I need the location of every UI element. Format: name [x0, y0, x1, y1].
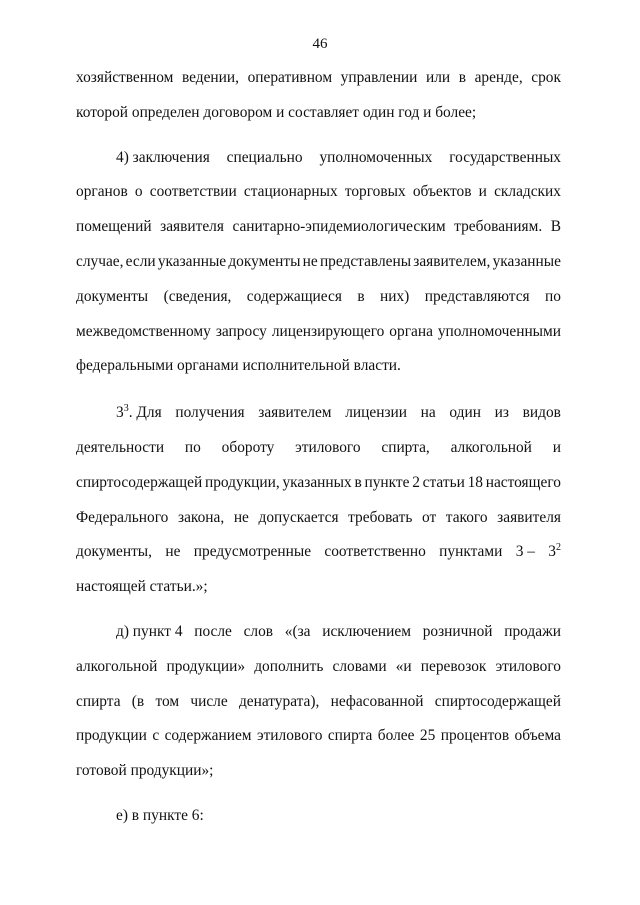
- text-line: [76, 69, 561, 104]
- body-text: [76, 69, 561, 842]
- word: 18: [467, 473, 483, 491]
- word: органов: [76, 183, 128, 201]
- word: по: [184, 438, 201, 456]
- word: в: [357, 287, 365, 305]
- word: получения: [175, 404, 245, 422]
- word: не: [302, 252, 318, 270]
- word: настоящего: [485, 473, 561, 491]
- text-line: [76, 658, 561, 693]
- text-line: [76, 183, 561, 218]
- word: спирта: [76, 692, 121, 710]
- word: процентов: [440, 727, 510, 745]
- word: содержащиеся: [246, 287, 342, 305]
- word: продукции,: [204, 473, 280, 491]
- word: $3^2$: [548, 542, 561, 561]
- word: такого: [445, 508, 488, 526]
- text-line: [76, 762, 561, 797]
- word: представлены: [319, 252, 412, 270]
- word: Федерального: [76, 508, 169, 526]
- word: спирта,: [381, 438, 430, 456]
- word: которой определен договором и составляет один год и более;: [76, 103, 477, 121]
- word: них): [380, 287, 410, 305]
- superscript: 2: [556, 542, 561, 554]
- word: заявителя: [160, 218, 224, 236]
- word: не: [165, 543, 181, 561]
- word: оперативном: [247, 69, 333, 86]
- text-line: [76, 623, 561, 658]
- word: продукции»: [166, 657, 246, 675]
- word: лицензирующего: [271, 322, 385, 340]
- word: денатурата),: [238, 692, 320, 710]
- word: настоящей статьи.»;: [76, 578, 208, 596]
- text-line: [76, 439, 561, 474]
- word: готовой продукции»;: [76, 762, 214, 780]
- word: органа: [389, 322, 433, 340]
- word: спиртосодержащей: [434, 692, 561, 710]
- word: исключением: [322, 622, 411, 640]
- word: уполномоченными: [437, 322, 561, 340]
- word: документы,: [76, 543, 152, 561]
- text-line: [76, 474, 561, 509]
- word: статьи: [422, 473, 465, 491]
- text-line: [76, 288, 561, 323]
- word: складских: [494, 183, 561, 201]
- word: лицензии: [345, 404, 407, 422]
- word: объектов: [412, 183, 472, 201]
- word: указанные: [157, 252, 227, 270]
- text-line: [76, 253, 561, 288]
- word: е) в пункте 6:: [116, 806, 204, 824]
- word: пункте: [364, 473, 410, 491]
- word: продукции: [76, 727, 147, 745]
- text-line: [76, 218, 561, 253]
- text-line: [76, 693, 561, 728]
- text-line: [76, 727, 561, 762]
- word: этилового: [256, 727, 323, 745]
- word: 4) заключения: [116, 148, 210, 166]
- word: алкогольной: [450, 438, 532, 456]
- word: торговых: [344, 183, 406, 201]
- word: документы: [76, 287, 149, 305]
- word: в: [354, 473, 362, 491]
- word: представляются: [424, 287, 530, 305]
- word: закона,: [177, 508, 225, 526]
- word: спирта: [327, 727, 373, 745]
- text-line: [76, 104, 561, 139]
- word: заявителем: [258, 404, 332, 422]
- word: В: [550, 218, 561, 236]
- word: слов: [243, 622, 274, 640]
- word: после: [194, 622, 232, 640]
- word: с: [152, 727, 160, 745]
- word: 25: [419, 727, 436, 745]
- superscript: 3: [123, 403, 129, 415]
- word: и: [478, 183, 487, 201]
- word: розничной: [422, 622, 493, 640]
- word: том: [155, 692, 180, 710]
- word: не: [233, 508, 249, 526]
- text-line: [76, 807, 561, 842]
- word: допускается: [258, 508, 339, 526]
- word: спиртосодержащей: [76, 473, 203, 491]
- word: или: [425, 69, 451, 86]
- word: государственных: [449, 148, 561, 166]
- word: (сведения,: [163, 287, 232, 305]
- word: указанные: [492, 252, 561, 270]
- word: ведении,: [181, 69, 239, 86]
- page-number: 46: [312, 36, 328, 52]
- word: $3^3$. Для: [116, 403, 162, 422]
- text-line: [76, 149, 561, 184]
- text-line: [76, 543, 561, 578]
- word: объема: [514, 727, 561, 745]
- word: пунктами: [439, 543, 503, 561]
- word: нефасованной: [330, 692, 424, 710]
- text-line: [76, 323, 561, 358]
- word: (в: [131, 692, 145, 710]
- word: указанных: [282, 473, 352, 491]
- word: «и: [395, 657, 412, 675]
- word: перевозок: [420, 657, 487, 675]
- text-line: [76, 404, 561, 439]
- word: соответственно: [324, 543, 426, 561]
- word: видов: [522, 404, 561, 422]
- word: аренде,: [474, 69, 523, 86]
- word: словами: [332, 657, 387, 675]
- word: соответствии: [149, 183, 237, 201]
- word: стационарных: [243, 183, 338, 201]
- word: управлении: [340, 69, 418, 86]
- word: продажи: [504, 622, 561, 640]
- text-line: [76, 578, 561, 613]
- word: и: [552, 438, 561, 456]
- word: д) пункт 4: [116, 622, 183, 640]
- word: 3 –: [515, 543, 535, 561]
- word: санитарно-эпидемиологическим: [232, 218, 446, 236]
- word: межведомственному: [76, 322, 211, 340]
- word: хозяйственном: [76, 69, 174, 86]
- word: уполномоченных: [319, 148, 433, 166]
- word: «(за: [284, 622, 311, 640]
- word: на: [420, 404, 436, 422]
- word: деятельности: [76, 438, 165, 456]
- word: требовать: [348, 508, 413, 526]
- word: этилового: [495, 657, 561, 675]
- word: срок: [531, 69, 561, 86]
- word: помещений: [76, 218, 152, 236]
- text-line: [76, 509, 561, 544]
- word: более: [377, 727, 415, 745]
- word: этилового: [295, 438, 361, 456]
- word: заявителя: [497, 508, 561, 526]
- text-line: [76, 357, 561, 392]
- word: федеральными органами исполнительной власти.: [76, 357, 401, 375]
- word: заявителем,: [413, 252, 491, 270]
- word: дополнить: [254, 657, 324, 675]
- word: если: [125, 252, 156, 270]
- word: о: [134, 183, 143, 201]
- word: требованиям.: [454, 218, 543, 236]
- word: документы: [228, 252, 301, 270]
- word: предусмотренные: [193, 543, 312, 561]
- word: специально: [226, 148, 303, 166]
- word: из: [494, 404, 509, 422]
- word: от: [421, 508, 437, 526]
- word: случае,: [76, 252, 124, 270]
- word: один: [449, 404, 481, 422]
- word: запросу: [215, 322, 267, 340]
- word: содержанием: [164, 727, 252, 745]
- word: числе: [190, 692, 228, 710]
- word: алкогольной: [76, 657, 158, 675]
- word: в: [458, 69, 466, 86]
- word: обороту: [221, 438, 275, 456]
- word: по: [545, 287, 561, 305]
- word: 2: [412, 473, 420, 491]
